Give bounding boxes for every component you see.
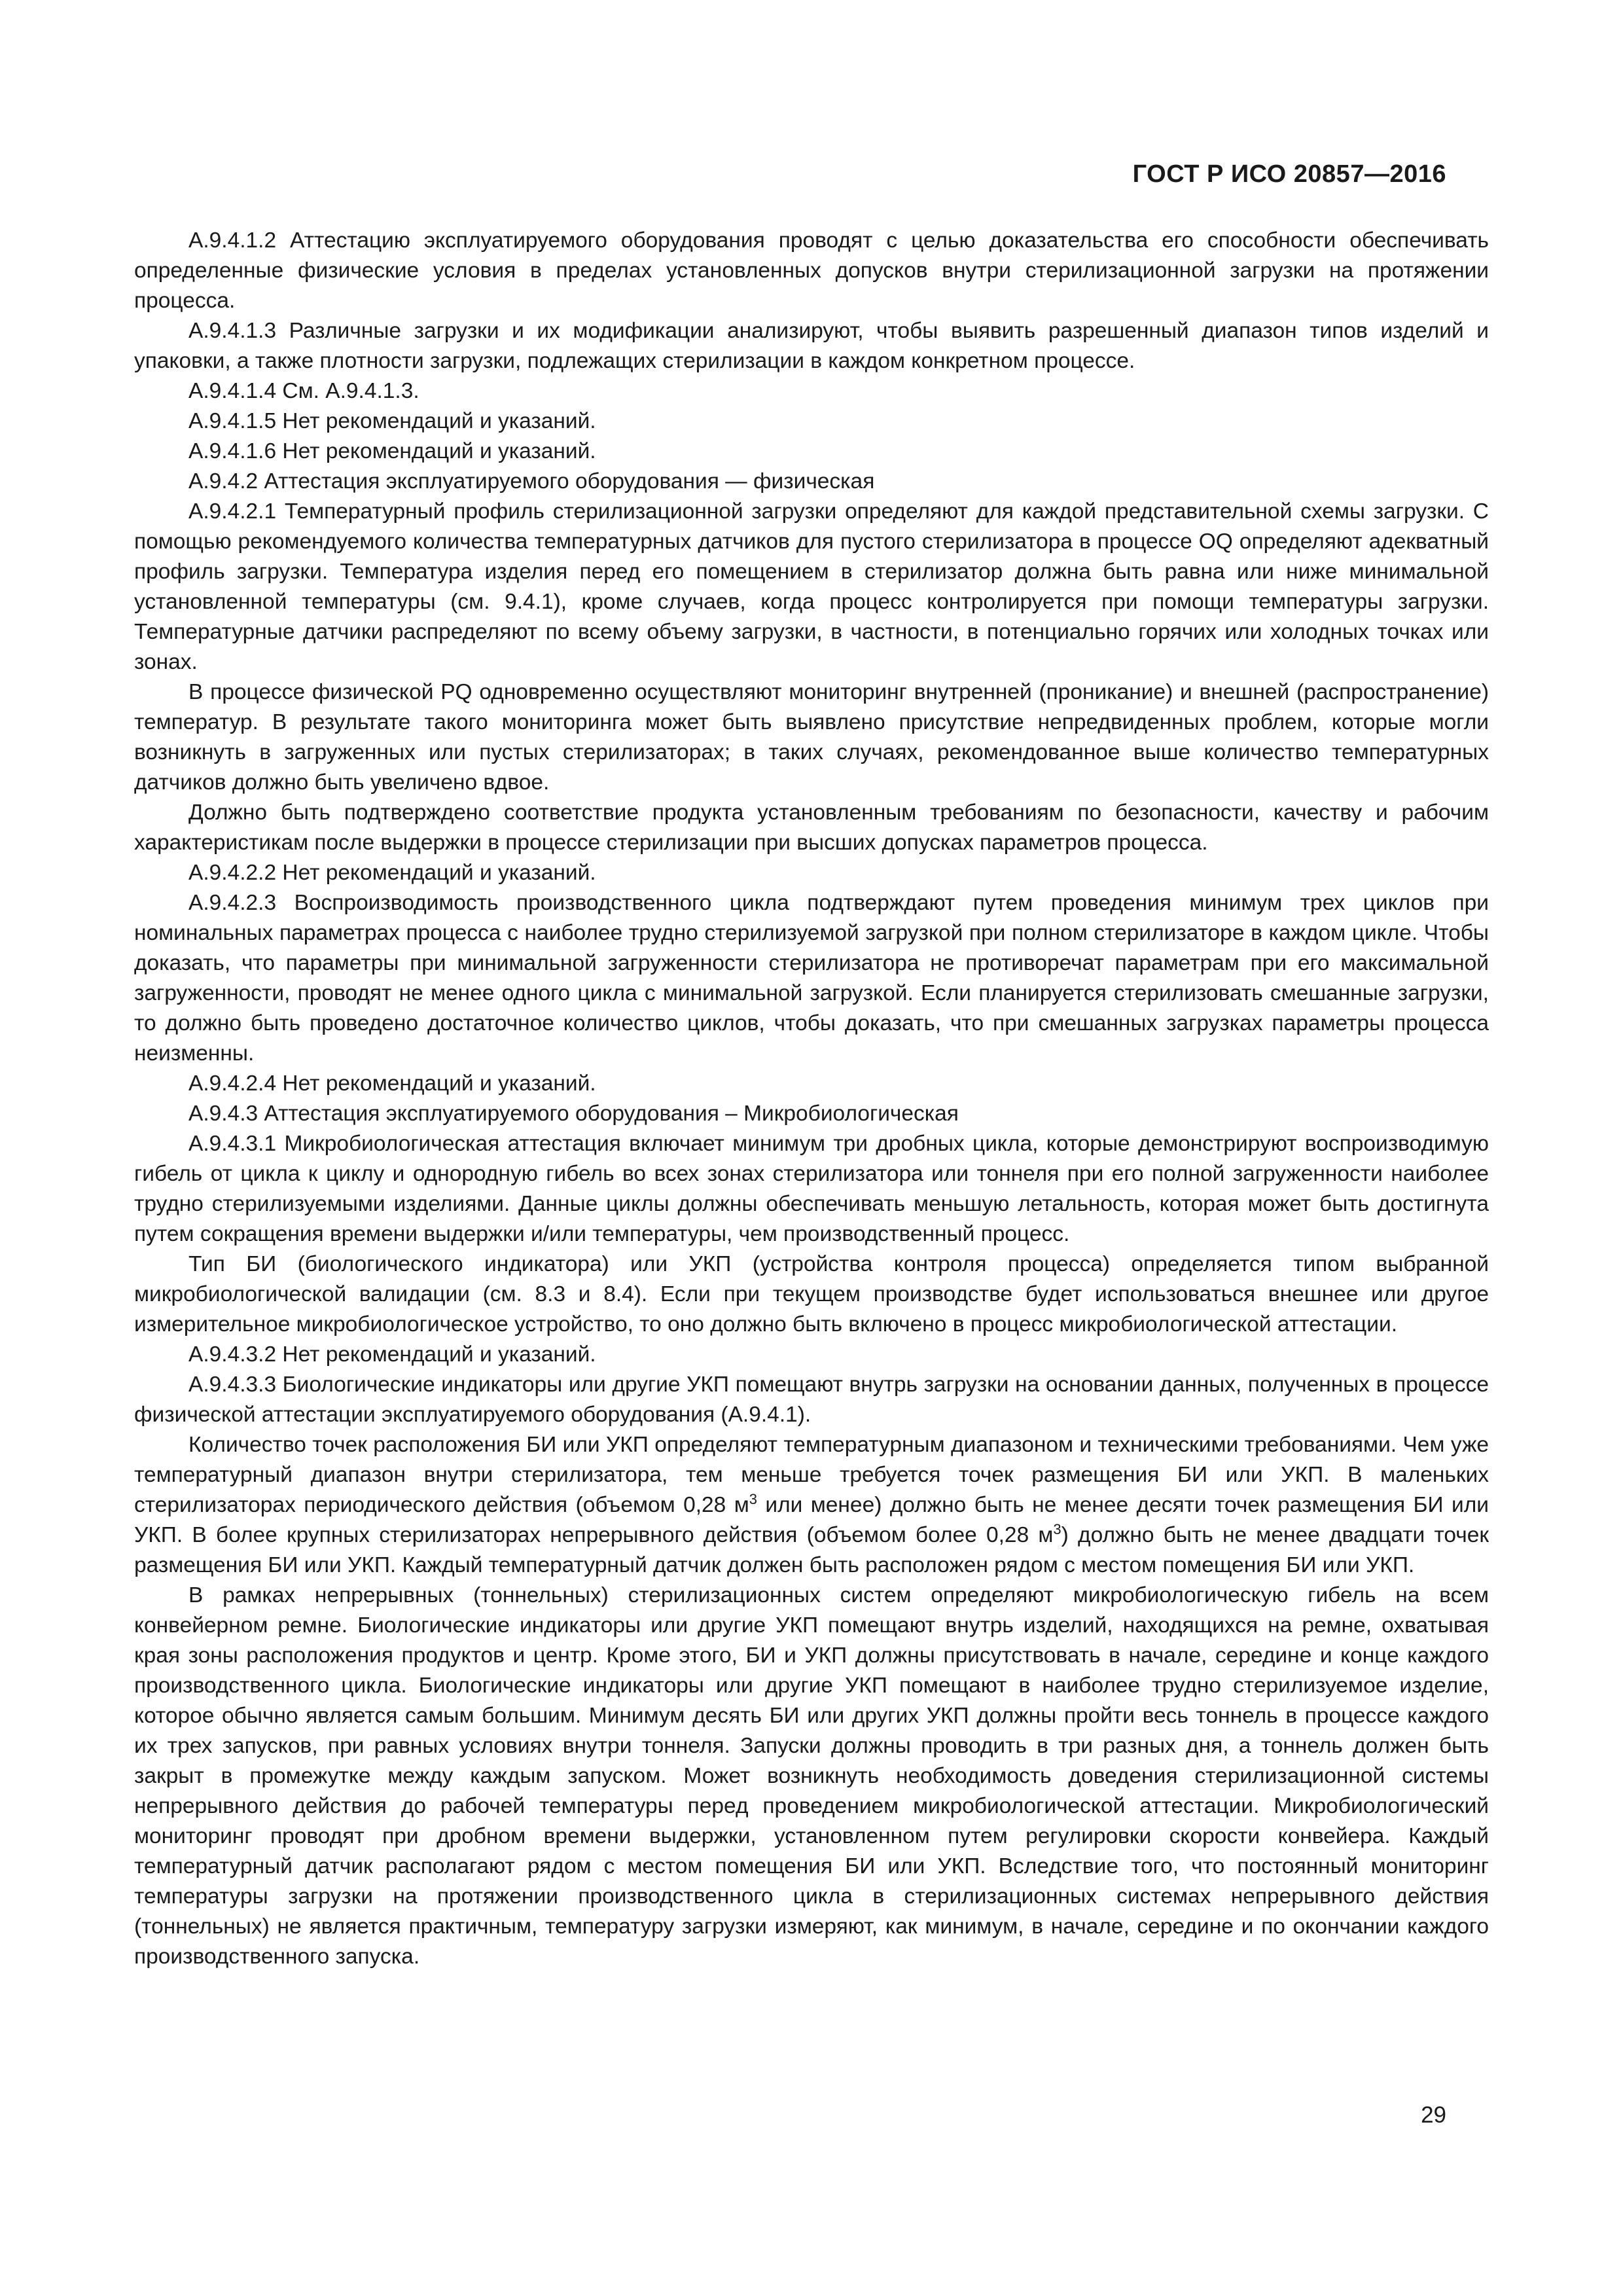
paragraph-a-9-4-3-3: А.9.4.3.3 Биологические индикаторы или другие УКП помещают внутрь загрузки на основании данных, полученных в процессе физической аттестации эксплуатируемого оборудования (А.9.4.1). bbox=[134, 1372, 1489, 1427]
paragraph-a-9-4-2-4: А.9.4.2.4 Нет рекомендаций и указаний. bbox=[188, 1071, 596, 1096]
paragraph-a-9-4-1-5: А.9.4.1.5 Нет рекомендаций и указаний. bbox=[188, 409, 596, 433]
paragraph-a-9-4-1-3: А.9.4.1.3 Различные загрузки и их модификации анализируют, чтобы выявить разрешенный диапазон типов изделий и упаковки, а также плотности загрузки, подлежащих стерилизации в каждом конкретном процессе. bbox=[134, 319, 1489, 373]
document-body bbox=[134, 226, 1489, 1972]
cubic-unit-superscript: 3 bbox=[1053, 1520, 1061, 1537]
paragraph-a-9-4-1-6: А.9.4.1.6 Нет рекомендаций и указаний. bbox=[188, 439, 596, 463]
cubic-unit-superscript: 3 bbox=[749, 1490, 757, 1507]
paragraph-a-9-4-1-2: А.9.4.1.2 Аттестацию эксплуатируемого оборудования проводят с целью доказательства его способности обеспечивать определенные физические условия в пределах установленных допусков внутри стерилизационной загрузки на протяжении процесса. bbox=[134, 228, 1489, 313]
paragraph-a-9-4-3-1: А.9.4.3.1 Микробиологическая аттестация включает минимум три дробных цикла, которые демонстрируют воспроизводимую гибель от цикла к циклу и однородную гибель во всех зонах стерилизатора или тоннеля при его полной загруженности наиболее трудно стерилизуемыми изделиями. Данные циклы должны обеспечивать меньшую летальность, которая может быть достигнута путем сокращения времени выдержки и/или температуры, чем производственный процесс. bbox=[134, 1132, 1489, 1246]
paragraph-bi-pcd-type: Тип БИ (биологического индикатора) или УКП (устройства контроля процесса) определяется типом выбранной микробиологической валидации (см. 8.3 и 8.4). Если при текущем производстве будет использоваться внешнее или другое измерительное микробиологическое устройство, то оно должно быть включено в процесс микробиологической аттестации. bbox=[134, 1252, 1489, 1336]
paragraph-a-9-4-2-1: А.9.4.2.1 Температурный профиль стерилизационной загрузки определяют для каждой представительной схемы загрузки. С помощью рекомендуемого количества температурных датчиков для пустого стерилизатора в процессе OQ определяют адекватный профиль загрузки. Температура изделия перед его помещением в стерилизатор должна быть равна или ниже минимальной установленной температуры (см. 9.4.1), кроме случаев, когда процесс контролируется при помощи температуры загрузки. Температурные датчики распределяют по всему объему загрузки, в частности, в потенциально горячих или холодных точках или зонах. bbox=[134, 499, 1489, 674]
document-header: ГОСТ Р ИСО 20857—2016 bbox=[1132, 160, 1446, 188]
paragraph-a-9-4-2-2: А.9.4.2.2 Нет рекомендаций и указаний. bbox=[188, 861, 596, 885]
section-heading-a-9-4-2: А.9.4.2 Аттестация эксплуатируемого оборудования — физическая bbox=[188, 469, 875, 493]
paragraph-bi-locations-count: Количество точек расположения БИ или УКП определяют температурным диапазоном и техническими требованиями. Чем уже температурный диапазон внутри стерилизатора, тем меньше требуется точек размещения БИ или УКП. В маленьких стерилизаторах периодического действия (объемом 0,28 $м^3$ или менее) должно быть не менее десяти точек размещения БИ или УКП. В более крупных стерилизаторах непрерывного действия (объемом более 0,28 $м^3$) должно быть не менее двадцати точек размещения БИ или УКП. Каждый температурный датчик должен быть расположен рядом с местом помещения БИ или УКП. bbox=[134, 1433, 1489, 1577]
paragraph-tunnel-systems: В рамках непрерывных (тоннельных) стерилизационных систем определяют микробиологическую гибель на всем конвейерном ремне. Биологические индикаторы или другие УКП помещают внутрь изделий, находящихся на ремне, охватывая края зоны расположения продуктов и центр. Кроме этого, БИ и УКП должны присутствовать в начале, середине и конце каждого производственного цикла. Биологические индикаторы или другие УКП помещают в наиболее трудно стерилизуемое изделие, которое обычно является самым большим. Минимум десять БИ или других УКП должны пройти весь тоннель в процессе каждого их трех запусков, при равных условиях внутри тоннеля. Запуски должны проводить в три разных дня, а тоннель должен быть закрыт в промежутке между каждым запуском. Может возникнуть необходимость доведения стерилизационной системы непрерывного действия до рабочей температуры перед проведением микробиологической аттестации. Микробиологический мониторинг проводят при дробном времени выдержки, установленном путем регулировки скорости конвейера. Каждый температурный датчик располагают рядом с местом помещения БИ или УКП. Вследствие того, что постоянный мониторинг температуры загрузки на протяжении производственного цикла в стерилизационных системах непрерывного действия (тоннельных) не является практичным, температуру загрузки измеряют, как минимум, в начале, середине и по окончании каждого производственного запуска. bbox=[134, 1583, 1489, 1969]
paragraph-a-9-4-2-3: А.9.4.2.3 Воспроизводимость производственного цикла подтверждают путем проведения минимум трех циклов при номинальных параметрах процесса с наиболее трудно стерилизуемой загрузкой при полном стерилизаторе в каждом цикле. Чтобы доказать, что параметры при минимальной загруженности стерилизатора не противоречат параметрам при его максимальной загруженности, проводят не менее одного цикла с минимальной загрузкой. Если планируется стерилизовать смешанные загрузки, то должно быть проведено достаточное количество циклов, чтобы доказать, что при смешанных загрузках параметры процесса неизменны. bbox=[134, 891, 1489, 1066]
page-number: 29 bbox=[1421, 2102, 1446, 2128]
paragraph-pq-monitoring: В процессе физической PQ одновременно осуществляют мониторинг внутренней (проникание) и внешней (распространение) температур. В результате такого мониторинга может быть выявлено присутствие непредвиденных проблем, которые могли возникнуть в загруженных или пустых стерилизаторах; в таких случаях, рекомендованное выше количество температурных датчиков должно быть увеличено вдвое. bbox=[134, 680, 1489, 795]
paragraph-a-9-4-1-4: А.9.4.1.4 См. А.9.4.1.3. bbox=[188, 379, 419, 403]
paragraph-a-9-4-3-2: А.9.4.3.2 Нет рекомендаций и указаний. bbox=[188, 1342, 596, 1367]
paragraph-product-conformity: Должно быть подтверждено соответствие продукта установленным требованиям по безопасности, качеству и рабочим характеристикам после выдержки в процессе стерилизации при высших допусках параметров процесса. bbox=[134, 800, 1489, 855]
section-heading-a-9-4-3: А.9.4.3 Аттестация эксплуатируемого оборудования – Микробиологическая bbox=[188, 1102, 959, 1126]
